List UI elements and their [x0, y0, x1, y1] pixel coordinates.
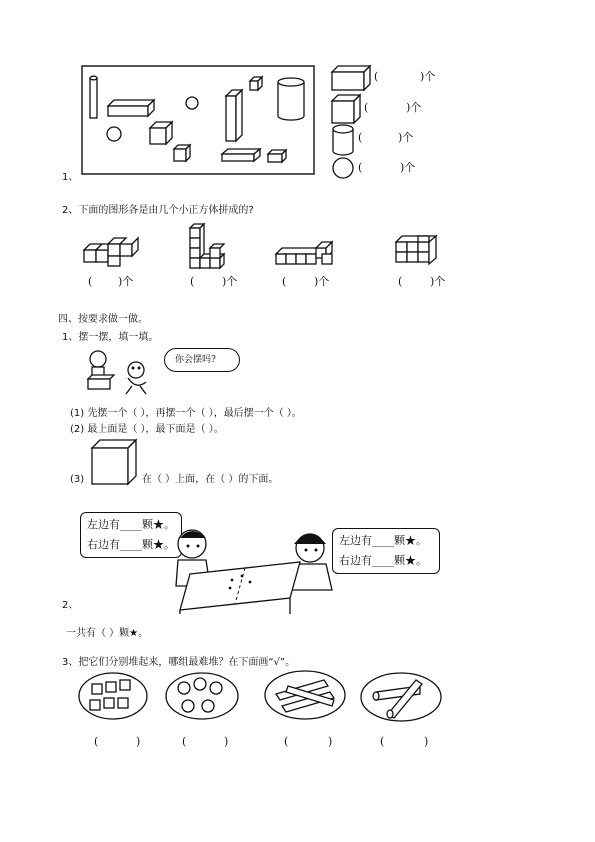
- cube-icon: [92, 440, 140, 486]
- count-open-2: (: [364, 101, 369, 114]
- q3-answer-close-3: ): [328, 735, 333, 748]
- left-bubble-line-2: 右边有____颗★。: [87, 538, 175, 551]
- cube-stack-figure-d: [394, 236, 444, 272]
- q1-line3-prefix: (3): [70, 474, 85, 485]
- part4-heading: 四、按要求做一做。: [58, 314, 148, 325]
- answer-open-c: (: [282, 275, 287, 288]
- stack-cartoon: [82, 348, 162, 398]
- answer-open-d: (: [398, 275, 403, 288]
- answer-open-a: (: [88, 275, 93, 288]
- speech-bubble: [164, 348, 240, 372]
- section1-number: 1、: [62, 172, 79, 183]
- answer-close-a: )个: [118, 275, 134, 288]
- count-close-1: )个: [420, 70, 436, 83]
- q3-answer-close-2: ): [224, 735, 229, 748]
- sphere-shape: [186, 97, 198, 109]
- q1-line3: 在（ ）上面，在（ ）的下面。: [142, 474, 279, 485]
- answer-close-c: )个: [314, 275, 330, 288]
- cube-icon: [332, 94, 364, 124]
- q3-answer-close-1: ): [136, 735, 141, 748]
- cube-stack-figure-c: [276, 246, 338, 270]
- group-sticks-picture: [264, 670, 348, 722]
- count-close-4: )个: [400, 161, 416, 174]
- cylinder-shape: [278, 78, 304, 120]
- count-close-2: )个: [406, 101, 422, 114]
- q3-answer-open-2: (: [182, 735, 187, 748]
- q3-title: 3、把它们分别堆起来，哪组最难堆？在下面画“√”。: [62, 657, 296, 668]
- cube-shape: [174, 145, 190, 161]
- count-open-3: (: [358, 131, 363, 144]
- shapes-picture: [82, 66, 322, 181]
- q2-number: 2、: [62, 600, 79, 611]
- sphere-shape: [107, 127, 121, 141]
- cube-shape: [250, 77, 262, 90]
- count-open-4: (: [358, 161, 363, 174]
- right-bubble-line-1: 左边有____颗★。: [339, 534, 427, 547]
- q1-line2: (2) 最上面是（ ），最下面是（ ）。: [70, 424, 224, 435]
- group-cylinders-picture: [360, 672, 444, 724]
- left-bubble: [80, 512, 182, 558]
- section2-title: 2、下面的图形各是由几个小正方体拼成的?: [62, 205, 254, 216]
- cuboid-icon: [332, 64, 372, 92]
- cube-shape: [150, 122, 172, 144]
- group-balls-picture: [164, 672, 242, 722]
- q3-answer-close-4: ): [424, 735, 429, 748]
- flat-cuboid-shape: [268, 150, 286, 162]
- answer-open-b: (: [190, 275, 195, 288]
- left-bubble-line-1: 左边有____颗★。: [87, 518, 175, 531]
- long-cuboid-shape: [108, 100, 154, 116]
- tall-cylinder-shape: [90, 76, 97, 118]
- q3-answer-open-3: (: [284, 735, 289, 748]
- count-close-3: )个: [398, 131, 414, 144]
- right-bubble: [332, 528, 440, 574]
- q1-title: 1、摆一摆，填一填。: [62, 332, 159, 343]
- group-cubes-picture: [78, 672, 150, 722]
- right-bubble-line-2: 右边有____颗★。: [339, 554, 427, 567]
- answer-close-b: )个: [222, 275, 238, 288]
- tall-cuboid-shape: [226, 90, 242, 141]
- cube-stack-figure-b: [190, 222, 234, 274]
- q1-line1: (1) 先摆一个（ ），再摆一个（ ），最后摆一个（ ）。: [70, 408, 302, 419]
- count-open-1: (: [374, 70, 379, 83]
- cube-stack-figure-a: [84, 238, 144, 272]
- q2-total: 一共有（ ）颗★。: [66, 628, 149, 639]
- sphere-icon: [332, 157, 356, 181]
- q3-answer-open-4: (: [380, 735, 385, 748]
- flat-cuboid-shape: [222, 149, 260, 161]
- speech-text: 你会摆吗?: [175, 355, 216, 365]
- cylinder-icon: [332, 124, 356, 156]
- q3-answer-open-1: (: [94, 735, 99, 748]
- children-table-picture: [170, 524, 340, 614]
- answer-close-d: )个: [430, 275, 446, 288]
